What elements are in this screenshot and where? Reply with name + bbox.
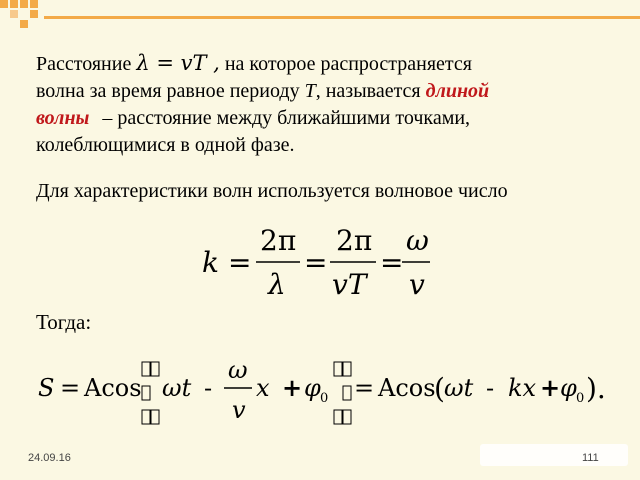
open-paren: ( <box>434 372 445 405</box>
wave-number-formula <box>196 222 436 304</box>
acos-1: Acos <box>84 374 142 402</box>
symbol-S: S <box>38 374 55 402</box>
wave-number-sentence: Для характеристики волн используется волновое число <box>36 180 508 202</box>
equals-b: = <box>354 374 375 402</box>
emphasis-wavelength-1: длиной <box>425 80 490 102</box>
frac3-denominator: v <box>409 268 425 301</box>
paragraph-line-3 <box>36 105 612 132</box>
frac3-numerator: ω <box>406 224 429 257</box>
frac2-denominator: vT <box>332 268 367 301</box>
page-number: 111 <box>582 452 599 464</box>
minus-1: - <box>204 374 213 402</box>
equals-1: = <box>228 246 252 279</box>
title-divider-line <box>44 16 640 19</box>
emphasis-wavelength-2: волны <box>36 107 90 129</box>
omega-t-2: ωt <box>444 374 474 402</box>
text-propagates: на которое распространяется <box>224 53 472 75</box>
text-definition: – расстояние между ближайшими точками, <box>102 107 471 129</box>
equals-2: = <box>304 246 328 279</box>
definition-paragraph <box>36 50 612 159</box>
phi-sub-1: 0 <box>320 391 329 406</box>
equals-3: = <box>380 246 404 279</box>
minus-2: - <box>486 374 495 402</box>
period-symbol: T <box>304 80 316 102</box>
symbol-x: x <box>256 374 270 402</box>
close-paren: ). <box>586 372 606 405</box>
equals-a: = <box>60 374 81 402</box>
paragraph-line-1 <box>36 50 612 78</box>
wave-equation <box>34 352 614 436</box>
right-bracket-icon <box>334 362 351 424</box>
corner-decoration <box>0 0 46 30</box>
wavelength-formula: λ = vT , <box>136 51 220 75</box>
footer-date: 24.09.16 <box>28 452 71 464</box>
symbol-k: k <box>202 246 219 279</box>
frac1-numerator: 2π <box>260 224 297 257</box>
phi-2: φ <box>560 374 577 402</box>
then-label: Тогда: <box>36 310 92 334</box>
plus-1: + <box>282 373 303 402</box>
text-wave-period: волна за время равное периоду T, называется <box>36 80 421 102</box>
frac2-numerator: 2π <box>336 224 373 257</box>
paragraph-line-2 <box>36 78 612 105</box>
phi-sub-2: 0 <box>576 391 585 406</box>
frac1-denominator: λ <box>268 268 286 301</box>
omega-t-1: ωt <box>162 374 192 402</box>
frac-omega: ω <box>228 356 248 384</box>
kx-term: kx <box>508 374 537 402</box>
left-bracket-icon <box>142 362 159 424</box>
frac-v: v <box>232 396 246 424</box>
paragraph-line-4: колеблющимися в одной фазе. <box>36 134 295 156</box>
watermark-logo <box>476 438 632 472</box>
phi-1: φ <box>304 374 321 402</box>
text-distance: Расстояние <box>36 53 132 75</box>
plus-2: + <box>540 373 561 402</box>
acos-2: Acos <box>378 374 436 402</box>
